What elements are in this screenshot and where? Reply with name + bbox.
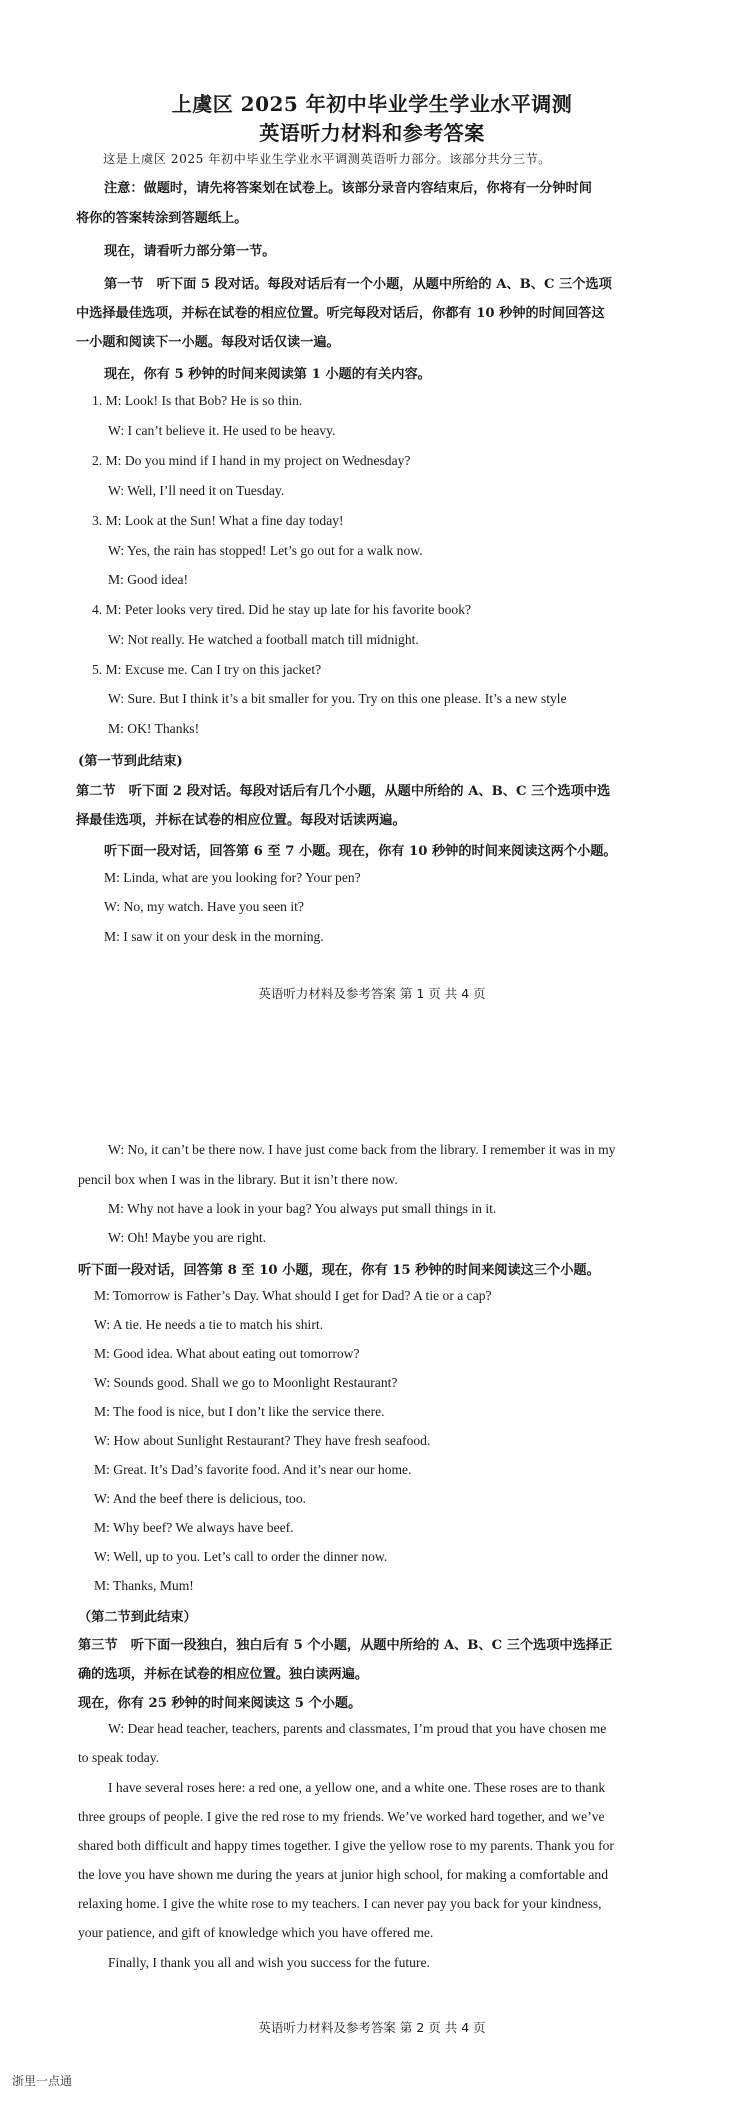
section-1-now: 现在，你有 5 秒钟的时间来阅读第 1 小题的有关内容。 [104, 367, 431, 382]
monologue-line: three groups of people. I give the red rose to my friends. We’ve worked hard together, and we’ve [78, 1809, 605, 1824]
section-2-end: （第二节到此结束） [78, 1610, 197, 1625]
conv-1-m3: M: Why not have a look in your bag? You always put small things in it. [108, 1201, 497, 1216]
section-2-line-2: 择最佳选项，并标在试卷的相应位置。每段对话读两遍。 [76, 813, 406, 828]
section-1-line-2: 中选择最佳选项，并标在试卷的相应位置。听完每段对话后，你都有 10 秒钟的时间回答这 [76, 306, 605, 321]
section-1-line-1: 第一节 听下面 5 段对话。每段对话后有一个小题，从题中所给的 A、B、C 三个选项 [104, 277, 612, 292]
dialog-3-m2: M: Good idea! [108, 572, 189, 587]
conv-1-w3: W: Oh! Maybe you are right. [108, 1230, 267, 1245]
conv-2-line: W: And the beef there is delicious, too. [94, 1491, 307, 1506]
monologue-line: the love you have shown me during the years at junior high school, for making a comfortable and [78, 1867, 609, 1882]
conv-2-line: M: Great. It’s Dad’s favorite food. And it’s near our home. [94, 1462, 412, 1477]
now-part-1: 现在，请看听力部分第一节。 [104, 244, 276, 259]
monologue-line: to speak today. [78, 1750, 160, 1765]
doc-title-line1: 上虞区 2025 年初中毕业学生学业水平调测 [171, 92, 573, 116]
notice-line-2: 将你的答案转涂到答题纸上。 [76, 211, 248, 226]
conv-2-line: M: Tomorrow is Father’s Day. What should I get for Dad? A tie or a cap? [94, 1288, 492, 1303]
monologue-line: W: Dear head teacher, teachers, parents and classmates, I’m proud that you have chosen me [108, 1721, 607, 1736]
section-1-end: (第一节到此结束) [78, 754, 183, 769]
dialog-2-w: W: Well, I’ll need it on Tuesday. [108, 483, 285, 498]
dialog-1-m: 1. M: Look! Is that Bob? He is so thin. [92, 393, 303, 408]
monologue-line: relaxing home. I give the white rose to my teachers. I can never pay you back for your kindness, [78, 1896, 602, 1911]
conv-2-line: M: Why beef? We always have beef. [94, 1520, 294, 1535]
section-2-line-1: 第二节 听下面 2 段对话。每段对话后有几个小题，从题中所给的 A、B、C 三个选项中选 [76, 784, 611, 799]
conv-2-line: W: Sounds good. Shall we go to Moonlight Restaurant? [94, 1375, 398, 1390]
conv-2-line: M: Thanks, Mum! [94, 1578, 194, 1593]
dialog-2-m: 2. M: Do you mind if I hand in my project on Wednesday? [92, 453, 411, 468]
monologue-line: your patience, and gift of knowledge which you have offered me. [78, 1925, 434, 1940]
page-2 [0, 1130, 744, 2060]
dialog-4-w: W: Not really. He watched a football match till midnight. [108, 632, 419, 647]
section-2-q6-7: 听下面一段对话，回答第 6 至 7 小题。现在，你有 10 秒钟的时间来阅读这两个小题。 [104, 844, 617, 859]
section-3-line-1: 第三节 听下面一段独白，独白后有 5 个小题，从题中所给的 A、B、C 三个选项中选择正 [78, 1638, 613, 1653]
conv-2-line: M: Good idea. What about eating out tomorrow? [94, 1346, 360, 1361]
dialog-1-w: W: I can’t believe it. He used to be heavy. [108, 423, 336, 438]
conv-2-line: M: The food is nice, but I don’t like the service there. [94, 1404, 385, 1419]
intro-text: 这是上虞区 2025 年初中毕业生学业水平调测英语听力部分。该部分共分三节。 [103, 152, 551, 166]
dialog-5-w: W: Sure. But I think it’s a bit smaller for you. Try on this one please. It’s a new style [108, 691, 567, 706]
watermark-label: 浙里一点通 [12, 2074, 73, 2088]
monologue-line: shared both difficult and happy times together. I give the yellow rose to my parents. Thank you for [78, 1838, 614, 1853]
conv-1-m2: M: I saw it on your desk in the morning. [104, 929, 324, 944]
page-1-footer: 英语听力材料及参考答案 第 1 页 共 4 页 [258, 986, 486, 1001]
dialog-5-m2: M: OK! Thanks! [108, 721, 200, 736]
conv-2-line: W: How about Sunlight Restaurant? They have fresh seafood. [94, 1433, 431, 1448]
section-2-q8-10: 听下面一段对话，回答第 8 至 10 小题，现在，你有 15 秒钟的时间来阅读这三个小题。 [78, 1263, 600, 1278]
monologue-line: Finally, I thank you all and wish you success for the future. [108, 1955, 430, 1970]
conv-1-w1: W: No, my watch. Have you seen it? [104, 899, 304, 914]
monologue-line: I have several roses here: a red one, a yellow one, and a white one. These roses are to thank [108, 1780, 606, 1795]
notice-line-1: 注意：做题时，请先将答案划在试卷上。该部分录音内容结束后，你将有一分钟时间 [104, 181, 592, 196]
conv-2-line: W: Well, up to you. Let’s call to order the dinner now. [94, 1549, 388, 1564]
dialog-3-m: 3. M: Look at the Sun! What a fine day today! [92, 513, 344, 528]
doc-title-line2: 英语听力材料和参考答案 [259, 121, 485, 145]
dialog-5-m: 5. M: Excuse me. Can I try on this jacket? [92, 662, 322, 677]
conv-2-line: W: A tie. He needs a tie to match his shirt. [94, 1317, 324, 1332]
page-1 [0, 0, 744, 1030]
conv-1-m1: M: Linda, what are you looking for? Your pen? [104, 870, 361, 885]
dialog-4-m: 4. M: Peter looks very tired. Did he stay up late for his favorite book? [92, 602, 472, 617]
section-1-line-3: 一小题和阅读下一小题。每段对话仅读一遍。 [76, 335, 340, 350]
page-2-footer: 英语听力材料及参考答案 第 2 页 共 4 页 [258, 2020, 486, 2035]
section-3-now: 现在，你有 25 秒钟的时间来阅读这 5 个小题。 [78, 1696, 362, 1711]
section-3-line-2: 确的选项，并标在试卷的相应位置。独白读两遍。 [78, 1667, 369, 1682]
conv-1-w2-line-1: W: No, it can’t be there now. I have just come back from the library. I remember it was in my [108, 1142, 616, 1157]
conv-1-w2-line-2: pencil box when I was in the library. But it isn’t there now. [78, 1172, 398, 1187]
dialog-3-w: W: Yes, the rain has stopped! Let’s go out for a walk now. [108, 543, 423, 558]
